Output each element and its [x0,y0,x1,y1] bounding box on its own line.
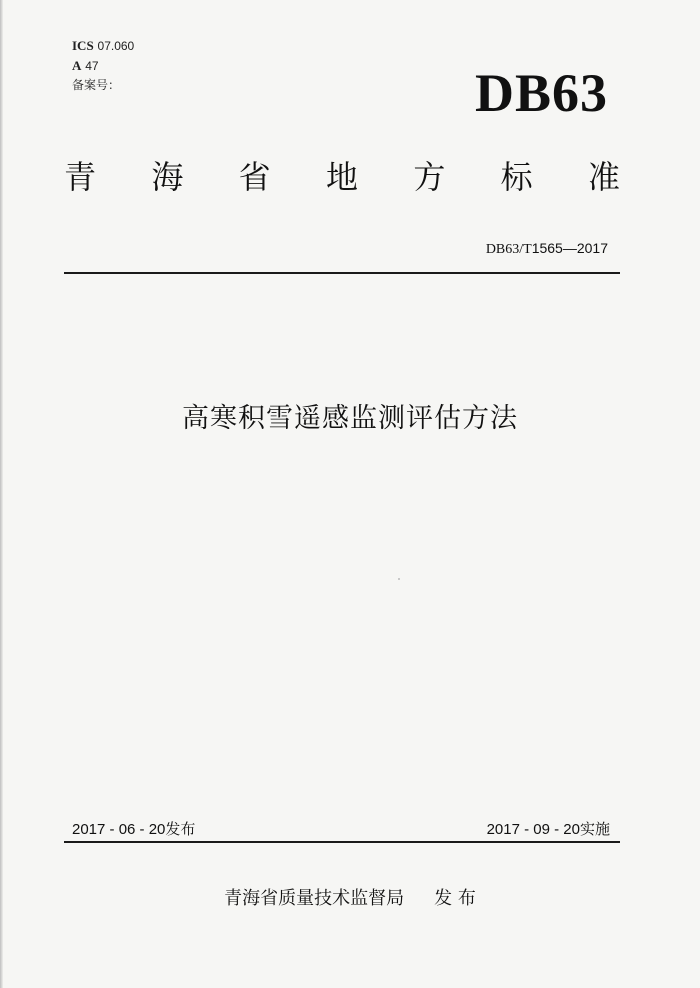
publish-word: 发 布 [434,888,476,909]
document-title: 高寒积雪遥感监测评估方法 [182,403,518,434]
publisher-line [0,884,700,910]
standard-number-suffix: 1565—2017 [531,240,608,256]
standard-type-char: 海 [151,158,184,196]
scan-speck [398,578,400,580]
standard-number-prefix: DB63/T [485,242,532,257]
standard-type-char: 省 [238,158,271,196]
standard-type-heading [64,152,620,198]
standard-type-char: 地 [325,158,358,196]
top-divider [64,272,620,274]
standard-type-char: 青 [64,158,97,196]
standard-type-char: 准 [587,158,620,196]
db-code-mark: DB63 [474,63,608,123]
ics-label: ICS [72,38,94,53]
class-row [72,56,134,76]
class-value: 47 [85,59,99,73]
record-number-label: 备案号： [72,78,121,92]
implementation-date: 2017 - 09 - 20实施 [486,821,610,838]
standard-number [486,240,608,258]
scan-edge [0,0,3,988]
issue-date: 2017 - 06 - 20发布 [72,821,196,838]
bottom-divider [64,841,620,843]
class-label: A [72,58,82,73]
publisher-name: 青海省质量技术监督局 [224,888,405,909]
standard-type-char: 方 [413,158,446,196]
standard-type-char: 标 [500,158,533,196]
ics-row [72,36,134,56]
classification-block [72,36,134,95]
ics-value: 07.060 [97,39,135,53]
